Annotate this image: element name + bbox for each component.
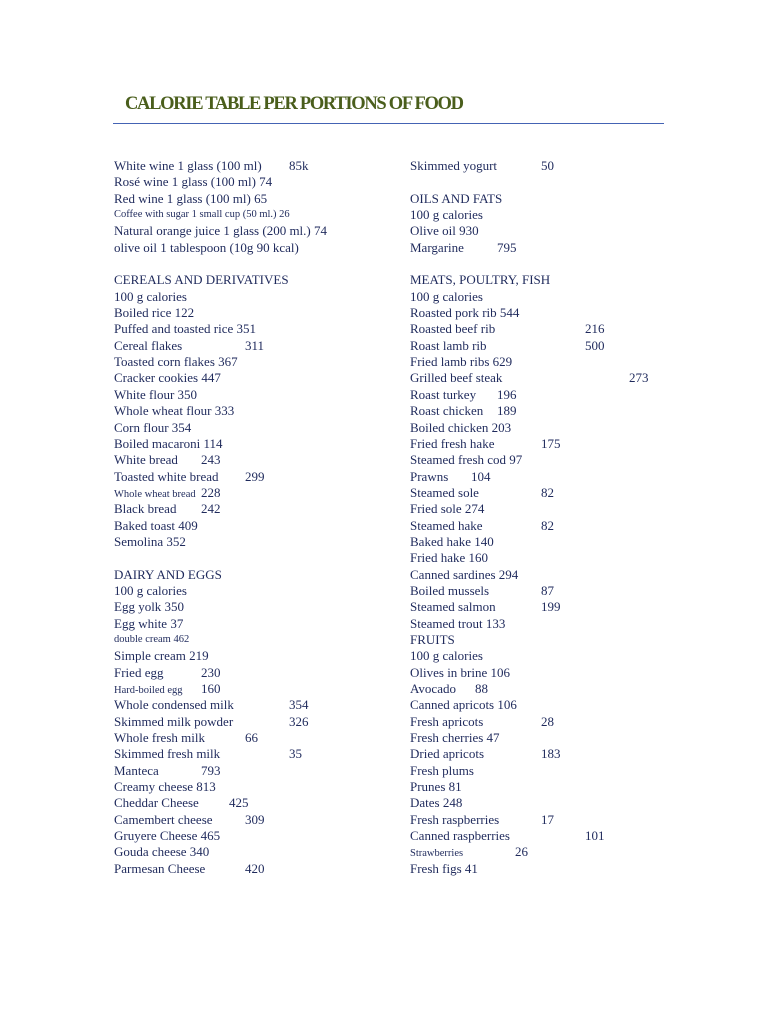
entry-label: Fried hake 160: [410, 550, 488, 566]
entry-label: Puffed and toasted rice 351: [114, 321, 256, 337]
title-divider: [113, 123, 664, 124]
entry-label: Fresh apricots: [410, 713, 484, 729]
entry-line: [114, 714, 399, 730]
entry-label: Fresh raspberries: [410, 811, 500, 827]
entry-line: [114, 518, 399, 534]
entry-line: [114, 240, 399, 256]
entry-line: [114, 387, 399, 403]
page-title: CALORIE TABLE PER PORTIONS OF FOOD: [125, 94, 463, 114]
entry-label: Black bread: [114, 501, 177, 517]
entry-line: [114, 746, 399, 762]
entry-label: White flour 350: [114, 386, 198, 402]
entry-label: Prunes 81: [410, 779, 462, 795]
entry-line: [410, 632, 660, 648]
entry-label: White wine 1 glass (100 ml): [114, 158, 262, 173]
left-column: [114, 158, 399, 877]
entry-value: 196: [497, 386, 517, 402]
entry-line: [114, 632, 399, 648]
entry-line: [114, 779, 399, 795]
entry-label: Dates 248: [410, 795, 463, 811]
entry-value: 228: [201, 484, 221, 500]
entry-label: Egg yolk 350: [114, 599, 185, 615]
entry-line: [410, 567, 660, 583]
entry-label: Canned raspberries: [410, 828, 510, 844]
entry-label: MEATS, POULTRY, FISH: [410, 272, 551, 288]
entry-label: Fried fresh hake: [410, 435, 495, 451]
entry-label: White bread: [114, 452, 178, 468]
entry-line: [410, 272, 660, 288]
entry-value: 420: [245, 860, 265, 876]
entry-label: Prawns: [410, 468, 449, 484]
entry-line: [410, 207, 660, 223]
entry-label: olive oil 1 tablespoon (10g 90 kcal): [114, 239, 299, 255]
entry-value: 85k: [289, 158, 309, 173]
entry-value: 230: [201, 664, 221, 680]
entry-label: Roasted pork rib 544: [410, 305, 520, 321]
entry-value: 309: [245, 811, 265, 827]
entry-value: 104: [471, 468, 491, 484]
entry-line: [114, 501, 399, 517]
entry-label: 100 g calories: [114, 288, 187, 304]
entry-line: [410, 223, 660, 239]
entry-line: [114, 485, 399, 501]
entry-line: [114, 648, 399, 664]
entry-label: Manteca: [114, 762, 159, 778]
entry-label: 100 g calories: [114, 582, 187, 598]
entry-value: 189: [497, 403, 517, 419]
entry-label: Steamed sole: [410, 484, 479, 500]
entry-line: [114, 681, 399, 697]
entry-label: Hard-boiled egg: [114, 685, 183, 696]
entry-label: Simple cream 219: [114, 648, 209, 664]
entry-value: 299: [245, 468, 265, 484]
entry-label: Skimmed milk powder: [114, 713, 234, 729]
entry-value: 500: [585, 337, 605, 353]
entry-label: FRUITS: [410, 631, 455, 647]
entry-value: 354: [289, 697, 309, 713]
entry-line: [410, 452, 660, 468]
entry-label: 100 g calories: [410, 648, 483, 664]
entry-value: 793: [201, 762, 221, 778]
entry-line: [410, 305, 660, 321]
entry-label: Gouda cheese 340: [114, 844, 210, 860]
entry-label: Whole condensed milk: [114, 697, 234, 713]
entry-label: 100 g calories: [410, 207, 483, 223]
entry-line: [410, 648, 660, 664]
entry-label: Cracker cookies 447: [114, 370, 221, 386]
entry-label: Grilled beef steak: [410, 370, 503, 386]
entry-value: 82: [541, 484, 554, 500]
entry-line: [410, 795, 660, 811]
entry-label: Canned apricots 106: [410, 697, 517, 713]
entry-label: Steamed hake: [410, 517, 483, 533]
blank-line: [114, 550, 399, 566]
entry-line: [114, 338, 399, 354]
entry-line: [410, 681, 660, 697]
entry-line: [410, 485, 660, 501]
entry-line: [114, 844, 399, 860]
entry-line: [114, 795, 399, 811]
entry-label: Gruyere Cheese 465: [114, 828, 221, 844]
entry-value: 183: [541, 746, 561, 762]
entry-line: [114, 812, 399, 828]
entry-value: 101: [585, 828, 605, 844]
entry-label: Roast turkey: [410, 386, 477, 402]
entry-line: [114, 665, 399, 681]
entry-line: [114, 289, 399, 305]
entry-label: Cheddar Cheese: [114, 795, 199, 811]
entry-line: [410, 370, 660, 386]
entry-line: [410, 599, 660, 615]
entry-line: [410, 812, 660, 828]
entry-label: Strawberries: [410, 848, 464, 860]
entry-line: [114, 828, 399, 844]
entry-label: Creamy cheese 813: [114, 779, 216, 795]
entry-label: Fried sole 274: [410, 501, 485, 517]
entry-label: Margarine: [410, 239, 464, 255]
entry-label: Corn flour 354: [114, 419, 192, 435]
entry-line: [410, 387, 660, 403]
entry-label: Fresh figs 41: [410, 860, 478, 876]
entry-label: OILS AND FATS: [410, 190, 503, 206]
entry-line: [114, 452, 399, 468]
entry-label: Coffee with sugar 1 small cup (50 ml.) 26: [114, 209, 290, 221]
entry-line: [114, 223, 399, 239]
entry-label: Roast chicken: [410, 403, 484, 419]
entry-line: [410, 191, 660, 207]
entry-label: Skimmed fresh milk: [114, 746, 221, 762]
entry-value: 87: [541, 582, 554, 598]
entry-label: Olive oil 930: [410, 223, 479, 239]
entry-label: Semolina 352: [114, 533, 186, 549]
entry-label: Fried lamb ribs 629: [410, 354, 513, 370]
entry-label: Boiled chicken 203: [410, 419, 512, 435]
entry-value: 326: [289, 713, 309, 729]
entry-label: Roasted beef rib: [410, 321, 496, 337]
entry-line: [410, 518, 660, 534]
entry-value: 425: [229, 795, 249, 811]
entry-label: Egg white 37: [114, 615, 184, 631]
entry-label: Whole wheat bread: [114, 488, 196, 500]
entry-line: [114, 354, 399, 370]
entry-line: [114, 730, 399, 746]
entry-value: 175: [541, 435, 561, 451]
entry-label: Camembert cheese: [114, 811, 213, 827]
entry-value: 28: [541, 713, 554, 729]
entry-line: [410, 844, 660, 860]
entry-line: [410, 763, 660, 779]
entry-label: Steamed trout 133: [410, 615, 506, 631]
entry-label: double cream 462: [114, 633, 190, 645]
entry-line: [410, 550, 660, 566]
entry-value: 795: [497, 239, 517, 255]
entry-label: Toasted corn flakes 367: [114, 354, 238, 370]
entry-line: [410, 501, 660, 517]
entry-label: Red wine 1 glass (100 ml) 65: [114, 190, 268, 206]
blank-line: [410, 174, 660, 190]
entry-line: [114, 534, 399, 550]
blank-line: [410, 256, 660, 272]
entry-line: [410, 583, 660, 599]
entry-line: [114, 420, 399, 436]
entry-label: Baked hake 140: [410, 533, 494, 549]
blank-line: [114, 256, 399, 272]
entry-label: Steamed salmon: [410, 599, 496, 615]
entry-label: Whole fresh milk: [114, 730, 205, 746]
entry-line: [114, 305, 399, 321]
entry-label: Dried apricots: [410, 746, 485, 762]
entry-line: [410, 665, 660, 681]
entry-label: Roast lamb rib: [410, 337, 487, 353]
entry-label: Canned sardines 294: [410, 566, 519, 582]
entry-line: [410, 469, 660, 485]
entry-label: Fresh cherries 47: [410, 730, 500, 746]
entry-label: Skimmed yogurt: [410, 158, 498, 173]
entry-label: Boiled macaroni 114: [114, 435, 223, 451]
entry-value: 311: [245, 337, 265, 353]
entry-label: Olives in brine 106: [410, 664, 511, 680]
entry-line: [410, 861, 660, 877]
entry-value: 273: [629, 370, 649, 386]
entry-line: [410, 338, 660, 354]
entry-label: Parmesan Cheese: [114, 860, 206, 876]
entry-line: [114, 272, 399, 288]
entry-label: CEREALS AND DERIVATIVES: [114, 272, 289, 288]
entry-value: 242: [201, 501, 221, 517]
entry-label: DAIRY AND EGGS: [114, 566, 222, 582]
entry-label: 100 g calories: [410, 288, 483, 304]
entry-line: [410, 714, 660, 730]
entry-label: Cereal flakes: [114, 337, 183, 353]
entry-line: [114, 616, 399, 632]
entry-line: [410, 436, 660, 452]
entry-value: 66: [245, 730, 258, 746]
entry-line: [114, 599, 399, 615]
entry-line: [114, 567, 399, 583]
entry-line: [114, 861, 399, 877]
entry-line: [114, 583, 399, 599]
entry-line: [114, 158, 399, 174]
entry-line: [410, 534, 660, 550]
entry-value: 199: [541, 599, 561, 615]
entry-label: Rosé wine 1 glass (100 ml) 74: [114, 174, 273, 190]
entry-label: Toasted white bread: [114, 468, 219, 484]
entry-line: [410, 354, 660, 370]
right-column: [410, 158, 660, 877]
entry-line: [114, 436, 399, 452]
entry-line: [410, 403, 660, 419]
entry-line: [114, 469, 399, 485]
entry-value: 26: [515, 844, 528, 860]
entry-value: 35: [289, 746, 302, 762]
entry-line: [410, 779, 660, 795]
entry-label: Natural orange juice 1 glass (200 ml.) 74: [114, 223, 327, 239]
entry-label: Whole wheat flour 333: [114, 403, 235, 419]
entry-line: [410, 240, 660, 256]
entry-line: [114, 403, 399, 419]
entry-line: [410, 730, 660, 746]
entry-value: 50: [541, 158, 554, 173]
entry-line: [114, 370, 399, 386]
entry-line: [410, 321, 660, 337]
entry-label: Baked toast 409: [114, 517, 198, 533]
entry-value: 243: [201, 452, 221, 468]
entry-label: Boiled rice 122: [114, 305, 195, 321]
entry-line: [410, 616, 660, 632]
entry-value: 88: [475, 681, 488, 696]
entry-label: Fried egg: [114, 664, 164, 680]
entry-value: 216: [585, 321, 605, 337]
entry-line: [410, 697, 660, 713]
entry-label: Steamed fresh cod 97: [410, 452, 523, 468]
entry-label: Avocado: [410, 681, 456, 696]
entry-line: [114, 174, 399, 190]
entry-line: [114, 207, 399, 223]
entry-line: [114, 697, 399, 713]
entry-line: [410, 158, 660, 174]
entry-line: [410, 420, 660, 436]
entry-line: [410, 828, 660, 844]
entry-line: [114, 191, 399, 207]
entry-line: [114, 763, 399, 779]
entry-value: 160: [201, 681, 221, 696]
entry-label: Fresh plums: [410, 762, 474, 778]
entry-label: Boiled mussels: [410, 582, 490, 598]
entry-value: 82: [541, 517, 554, 533]
entry-value: 17: [541, 811, 554, 827]
entry-line: [410, 746, 660, 762]
entry-line: [410, 289, 660, 305]
entry-line: [114, 321, 399, 337]
